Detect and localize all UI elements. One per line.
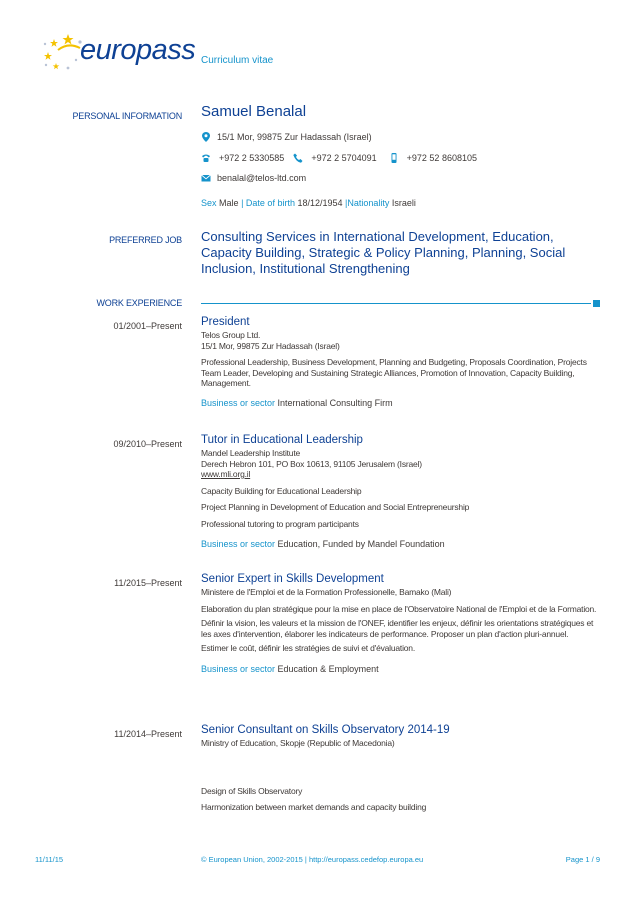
job-dates: 11/2014–Present xyxy=(114,729,182,739)
job-title: President xyxy=(201,316,250,328)
job-employer: Ministry of Education, Skopje (Republic of Macedonia) xyxy=(201,738,395,748)
preferred-job-text: Consulting Services in International Development, Education, Capacity Building, Strategic & Policy Planning, Planning, Social Inclusion, Institutional Strengthening xyxy=(201,229,566,276)
job-sector: Business or sector International Consulting Firm xyxy=(201,397,393,408)
phone-2[interactable]: +972 2 5704091 xyxy=(311,153,377,163)
job-dates: 01/2001–Present xyxy=(113,321,182,331)
mobile-phone-icon xyxy=(389,153,399,163)
job-dates: 11/2015–Present xyxy=(114,578,182,588)
job-employer: Mandel Leadership Institute xyxy=(201,448,301,458)
job-entry xyxy=(201,574,601,675)
job-description: Project Planning in Development of Education and Social Entrepreneurship xyxy=(201,502,470,512)
phone-row xyxy=(201,153,477,163)
personal-details-line: Sex Male | Date of birth 18/12/1954 |Nationality Israeli xyxy=(201,198,416,208)
section-rule-marker xyxy=(593,300,600,307)
address-text: 15/1 Mor, 99875 Zur Hadassah (Israel) xyxy=(217,132,372,142)
job-address: Derech Hebron 101, PO Box 10613, 91105 Jerusalem (Israel) xyxy=(201,458,422,469)
nationality-label: Nationality xyxy=(347,198,390,208)
phone-icon xyxy=(201,153,211,163)
sex-label: Sex xyxy=(201,198,217,208)
mobile-phone[interactable]: +972 52 8608105 xyxy=(406,153,477,163)
job-description: Définir la vision, les valeurs et la mission de l'ONEF, identifier les enjeux, définir les orientations stratégiques et les axes d'intervention, élaborer les indicateurs de performance. Proposer un plan d'action pluri-annuel. xyxy=(201,618,594,639)
document-title: Curriculum vitae xyxy=(201,55,274,66)
job-description: Professional tutoring to program participants xyxy=(201,518,359,529)
job-employer: Ministere de l'Emploi et de la Formation Professionelle, Bamako (Mali) xyxy=(201,587,452,597)
dob-value: 18/12/1954 xyxy=(297,198,343,208)
nationality-value: Israeli xyxy=(391,198,416,208)
job-description: Professional Leadership, Business Development, Planning and Budgeting, Proposals Coordination, Projects Team Leader, Developing and Sustaining Strategic Alliances, Promotion of Innovation, Capacity Building, Management. xyxy=(201,357,587,388)
job-entry xyxy=(201,317,601,409)
footer-copyright[interactable]: © European Union, 2002-2015 | http://europass.cedefop.europa.eu xyxy=(201,855,424,864)
europass-logo xyxy=(40,30,196,72)
phone-1[interactable]: +972 2 5330585 xyxy=(219,153,285,163)
job-employer: Telos Group Ltd. xyxy=(201,330,261,340)
address-row xyxy=(201,132,372,142)
footer-page-number: Page 1 / 9 xyxy=(565,855,600,864)
person-name: Samuel Benalal xyxy=(201,103,307,120)
job-description: Estimer le coût, définir les stratégies de suivi et d'évaluation. xyxy=(201,643,415,653)
email-row xyxy=(201,173,306,183)
location-pin-icon xyxy=(201,132,211,142)
job-title: Tutor in Educational Leadership xyxy=(201,434,363,446)
handset-icon xyxy=(293,153,303,163)
job-entry xyxy=(201,435,601,550)
job-sector: Business or sector Education & Employment xyxy=(201,663,379,674)
job-description: Design of Skills Observatory xyxy=(201,785,303,796)
email-text[interactable]: benalal@telos-ltd.com xyxy=(217,173,307,183)
sex-value: Male xyxy=(219,198,239,208)
job-description: Harmonization between market demands and capacity building xyxy=(201,802,427,812)
job-title: Senior Consultant on Skills Observatory 2014-19 xyxy=(201,724,450,736)
job-entry xyxy=(201,725,601,813)
job-title: Senior Expert in Skills Development xyxy=(201,573,384,585)
footer-date: 11/11/15 xyxy=(35,855,64,864)
job-description: Capacity Building for Educational Leadership xyxy=(201,485,362,496)
job-dates: 09/2010–Present xyxy=(113,439,182,449)
job-sector: Business or sector Education, Funded by Mandel Foundation xyxy=(201,539,445,549)
logo-wordmark: europass xyxy=(80,34,196,66)
section-label-preferred-job: PREFERRED JOB xyxy=(109,235,182,245)
job-website-link[interactable]: www.mli.org.il xyxy=(201,469,251,479)
section-label-work-experience: WORK EXPERIENCE xyxy=(96,298,182,308)
envelope-icon xyxy=(201,173,211,183)
job-address: 15/1 Mor, 99875 Zur Hadassah (Israel) xyxy=(201,340,340,351)
section-rule xyxy=(201,303,591,304)
job-description: Elaboration du plan stratégique pour la mise en place de l'Observatoire National de l'Emploi et de la Formation. xyxy=(201,603,597,614)
section-label-personal: PERSONAL INFORMATION xyxy=(72,111,182,121)
dob-label: Date of birth xyxy=(245,198,295,208)
